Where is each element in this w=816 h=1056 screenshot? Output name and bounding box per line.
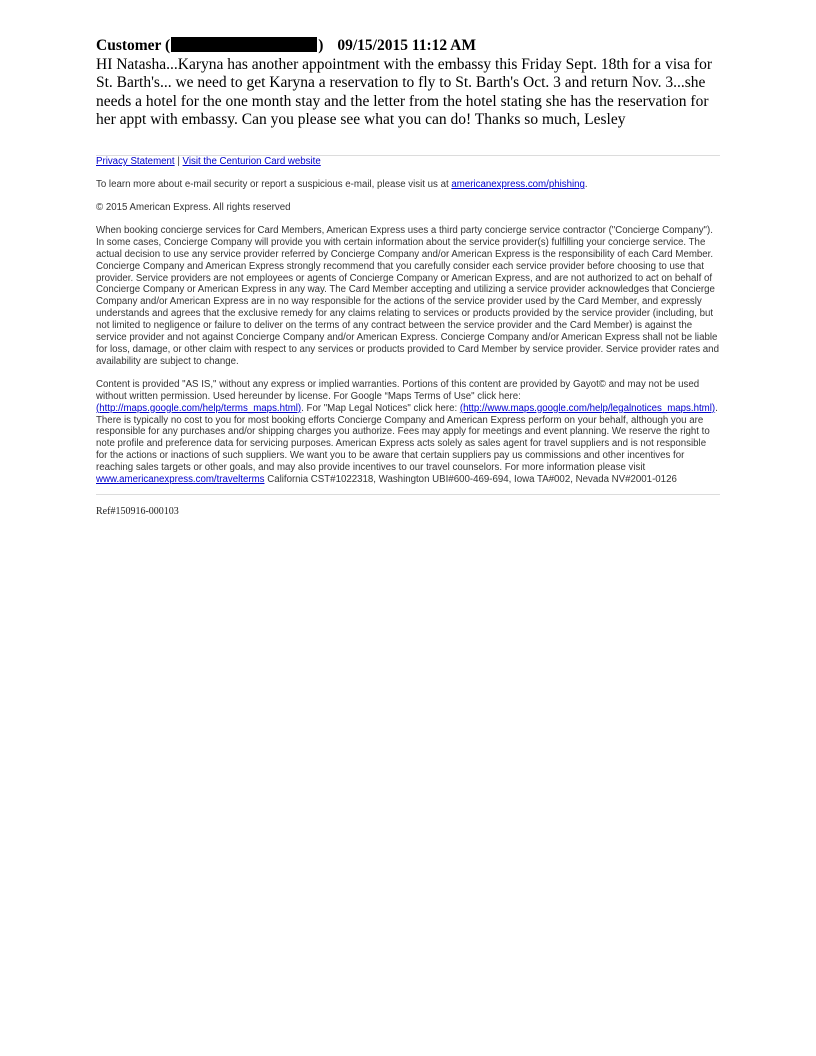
reference-number: Ref#150916-000103 (96, 505, 179, 517)
maps-terms-link[interactable]: (http://maps.google.com/help/terms_maps.html) (96, 402, 302, 414)
copyright-notice: © 2015 American Express. All rights reserved (96, 202, 291, 213)
privacy-statement-link[interactable]: Privacy Statement (96, 156, 175, 168)
message-datetime: 09/15/2015 11:12 AM (337, 37, 476, 54)
legal-footer (96, 156, 720, 486)
sender-close: ) (318, 37, 324, 54)
phishing-link[interactable]: americanexpress.com/phishing (451, 179, 585, 191)
content-text-3: . There is typically no cost to you for most booking efforts Concierge Company and American Express perform on your behalf, although you are responsible for any purchases and/or shipping charges you authorize. Fees may apply for meetings and event planning. We reserve the right to note profile and preference data for servicing purposes. American Express acts solely as sales agent for travel suppliers and is not responsible for the actions or inactions of such suppliers. We want you to be aware that certain suppliers pay us commissions and other incentives for reaching sales targets or other goals, and may also provide incentives to our travel counselors. For more information please visit (96, 402, 718, 474)
email-document (96, 36, 720, 517)
content-disclaimer (96, 379, 720, 486)
message-body: HI Natasha...Karyna has another appointment with the embassy this Friday Sept. 18th for a visa for St. Barth's... we need to get Karyna a reservation to fly to St. Barth's Oct. 3 and return Nov. 3...she needs a hotel for the one month stay and the letter from the hotel stating she has the reservation for her appt with embassy. Can you please see what you can do! Thanks so much, Lesley (96, 56, 712, 128)
divider-bottom (96, 494, 720, 495)
content-text-1: Content is provided "AS IS," without any express or implied warranties. Portions of this content are provided by Gayot© and may not be used without written permission. Used hereunder by license. For Google “Maps Terms of Use" click here: (96, 378, 700, 402)
redacted-sender-block (171, 37, 317, 52)
footer-links (96, 156, 720, 168)
travelterms-link[interactable]: www.americanexpress.com/travelterms (96, 474, 265, 486)
phishing-text: To learn more about e-mail security or report a suspicious e-mail, please visit us at (96, 179, 449, 191)
content-text-2: . For "Map Legal Notices" click here: (301, 402, 458, 414)
sender-label: Customer ( (96, 37, 171, 54)
content-text-4: California CST#1022318, Washington UBI#600-469-694, Iowa TA#002, Nevada NV#2001-0126 (264, 474, 677, 486)
message-header (96, 36, 720, 56)
concierge-disclaimer: When booking concierge services for Card Members, American Express uses a third party concierge service contractor ("Concierge Company"). In some cases, Concierge Company will provide you with certain information about the service provider(s) fulfilling your concierge service. The actual decision to use any service provider referred by Concierge Company and/or American Express is the responsibility of each Card Member. Concierge Company and American Express strongly recommend that you carefully consider each service provider before choosing to use that provider. Service providers are not employees or agents of Concierge Company or American Express, and are not authorized to act on behalf of Concierge Company or American Express in any way. The Card Member accepting and utilizing a service provider acknowledges that Concierge Company and/or American Express are in no way responsible for the actions of the service provider used by the Card Member, and expressly understands and agrees that the exclusive remedy for any claims relating to services or products provided by the service provider (including, but not limited to negligence or failure to deliver on the terms of any contract between the service provider and the Card Member) is against the service provider and not against Concierge Company and/or American Express. Concierge Company and/or American Express shall not be liable for loss, damage, or other claim with respect to any services or products provided to Card Member by service provider. Service provider rates and availability are subject to change. (96, 224, 719, 367)
centurion-card-link[interactable]: Visit the Centurion Card website (182, 156, 321, 168)
phishing-end: . (584, 179, 588, 191)
link-separator: | (177, 156, 180, 168)
phishing-notice (96, 179, 720, 191)
maps-legal-notices-link[interactable]: (http://www.maps.google.com/help/legalnotices_maps.html) (459, 402, 716, 414)
